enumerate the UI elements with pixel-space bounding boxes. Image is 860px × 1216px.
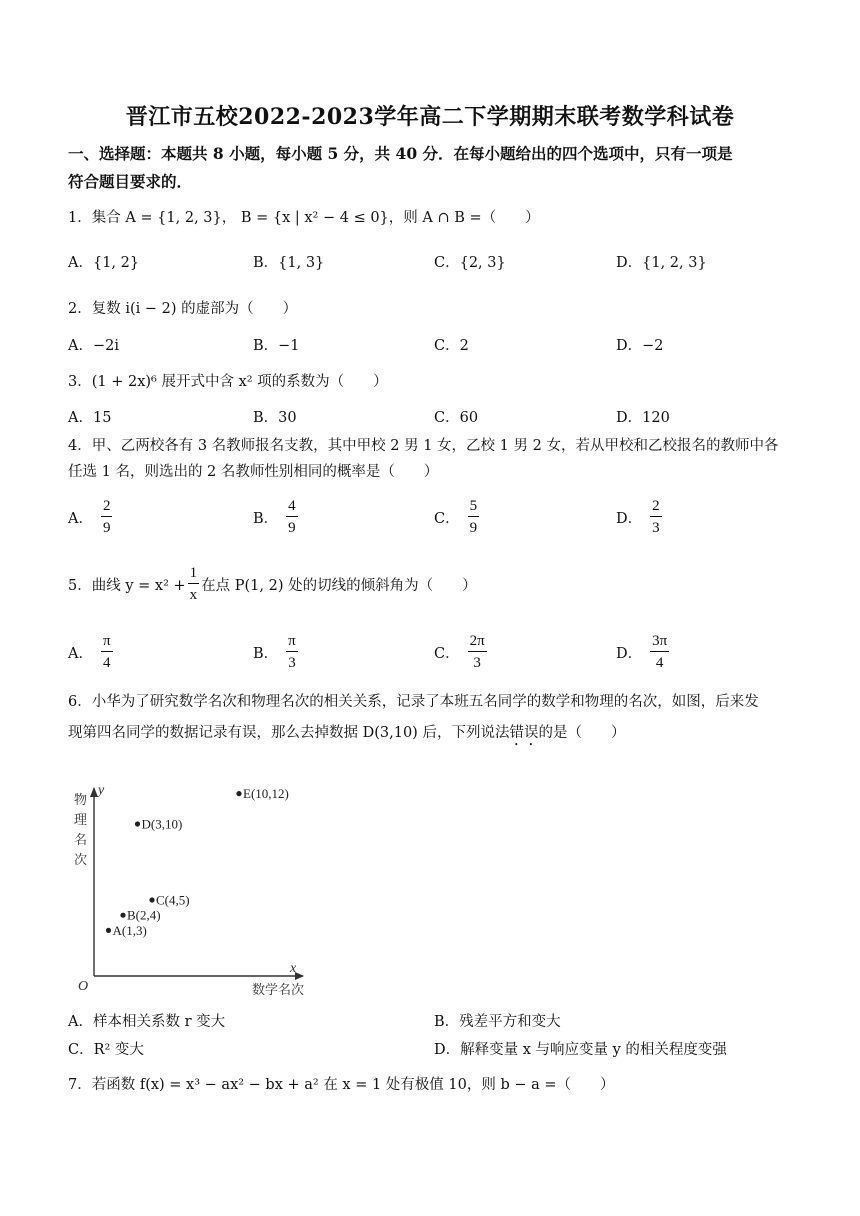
q3-option-c[interactable]: C．60 [434, 410, 479, 426]
numerator: 4 [286, 496, 298, 517]
numerator: π [286, 631, 298, 652]
q4-option-b[interactable] [253, 491, 298, 543]
q2-option-a[interactable]: A．−2i [68, 338, 119, 354]
q2-option-c[interactable]: C．2 [434, 338, 469, 354]
point-label: C(4,5) [156, 892, 190, 908]
denominator: 9 [469, 519, 478, 536]
q3-option-b[interactable]: B．30 [253, 410, 297, 426]
question-5-stem [68, 560, 477, 608]
question-4-stem-line1: 4．甲、乙两校各有 3 名教师报名支教，其中甲校 2 男 1 女，乙校 1 男 2 女，若从甲校和乙校报名的教师中各 [68, 438, 779, 454]
q4-option-a-fraction [101, 496, 113, 539]
point-label: D(3,10) [141, 816, 183, 832]
q4-option-a[interactable] [68, 491, 112, 543]
numerator: 2 [101, 496, 113, 517]
q4-option-c-letter: C． [434, 510, 460, 527]
y-axis-var: y [98, 783, 105, 798]
question-6-stem-line1: 6．小华为了研究数学名次和物理名次的相关关系，记录了本班五名同学的数学和物理的名次，如图，后来发 [68, 694, 759, 710]
question-6-options-row2 [68, 1038, 808, 1066]
numerator: 5 [468, 496, 480, 517]
question-6-stem-line2 [68, 721, 625, 749]
section-heading [68, 140, 798, 196]
q5-option-a-fraction [101, 631, 113, 674]
q4-option-c[interactable] [434, 491, 479, 543]
q5-option-b-letter: B． [253, 645, 279, 662]
q4-option-d[interactable] [616, 491, 662, 543]
x-axis-label: 数学名次 [252, 982, 305, 997]
denominator: 3 [473, 654, 481, 671]
q2-option-b[interactable]: B．−1 [253, 338, 300, 354]
denominator: 4 [655, 654, 664, 671]
figure-points [106, 786, 289, 938]
denominator: 3 [652, 519, 660, 536]
q6-stem-line2-after: 的是（ ） [538, 725, 626, 741]
q5-option-c-letter: C． [434, 645, 460, 662]
q5-option-b[interactable] [253, 626, 298, 678]
denominator: 9 [102, 519, 111, 536]
point-label: E(10,12) [243, 786, 289, 802]
q4-option-d-fraction [650, 496, 662, 539]
y-axis-label-char: 理 [74, 812, 88, 827]
q2-option-d[interactable]: D．−2 [616, 338, 664, 354]
q3-option-a[interactable]: A．15 [68, 410, 112, 426]
q6-option-d[interactable]: D．解释变量 x 与响应变量 y 的相关程度变强 [434, 1042, 727, 1058]
page-title: 晋江市五校2022-2023学年高二下学期期末联考数学科试卷 [125, 104, 735, 130]
q5-option-a[interactable] [68, 626, 113, 678]
q5-option-b-fraction [286, 631, 298, 674]
q5-option-d-fraction [650, 631, 669, 674]
q4-option-b-fraction [286, 496, 298, 539]
q4-option-d-letter: D． [616, 510, 643, 527]
origin-label: O [78, 979, 89, 994]
question-2-stem: 2．复数 i(i − 2) 的虚部为（ ） [68, 301, 298, 317]
y-axis-label-char: 次 [74, 852, 88, 867]
q1-option-b[interactable]: B．{1, 3} [253, 255, 325, 271]
numerator: 3π [650, 631, 669, 652]
data-point [106, 928, 111, 933]
data-point [135, 821, 140, 826]
question-1-options [68, 251, 808, 279]
numerator: 1 [188, 563, 200, 584]
q6-option-a[interactable]: A．样本相关系数 r 变大 [68, 1014, 226, 1030]
q6-option-b[interactable]: B．残差平方和变大 [434, 1014, 561, 1030]
scatter-figure [68, 754, 328, 1004]
q5-option-c[interactable] [434, 626, 487, 678]
q5-option-c-fraction [468, 631, 487, 674]
q6-option-c[interactable]: C．R² 变大 [68, 1042, 144, 1058]
question-4-options [68, 491, 808, 543]
data-point [120, 913, 125, 918]
figure-axes [74, 783, 304, 997]
data-point [236, 791, 241, 796]
data-point [149, 897, 154, 902]
numerator: 2π [468, 631, 487, 652]
q3-option-d[interactable]: D．120 [616, 410, 670, 426]
q5-stem-after: 在点 P(1, 2) 处的切线的倾斜角为（ ） [201, 577, 477, 594]
point-label: B(2,4) [127, 907, 161, 923]
question-6-options-row1 [68, 1010, 808, 1038]
point-label: A(1,3) [112, 922, 147, 938]
q4-option-c-fraction [468, 496, 480, 539]
x-axis-arrow [295, 972, 304, 980]
y-axis-label-char: 物 [74, 792, 88, 807]
q4-option-b-letter: B． [253, 510, 279, 527]
q5-stem-fraction [188, 563, 200, 606]
question-2-options [68, 334, 808, 362]
question-7-stem: 7．若函数 f(x) = x³ − ax² − bx + a² 在 x = 1 处有极值 10，则 b − a =（ ） [68, 1077, 615, 1093]
q4-option-a-letter: A． [68, 510, 93, 527]
denominator: 3 [288, 654, 296, 671]
denominator: 9 [288, 519, 296, 536]
q1-option-a[interactable]: A．{1, 2} [68, 255, 140, 271]
q6-stem-line2-before: 现第四名同学的数据记录有误，那么去掉数据 D(3,10) 后，下列说法 [68, 725, 510, 741]
y-axis-label-char: 名 [74, 832, 88, 847]
question-4-stem-line2: 任选 1 名，则选出的 2 名教师性别相同的概率是（ ） [68, 464, 439, 480]
numerator: π [101, 631, 113, 652]
q5-option-a-letter: A． [68, 645, 93, 662]
section-heading-line2: 符合题目要求的． [68, 172, 193, 191]
y-axis-arrow [90, 787, 98, 797]
denominator: x [189, 586, 198, 603]
q5-stem-before: 5．曲线 y = x² + [68, 577, 186, 594]
denominator: 4 [103, 654, 111, 671]
q5-option-d-letter: D． [616, 645, 643, 662]
q1-option-c[interactable]: C．{2, 3} [434, 255, 506, 271]
q5-option-d[interactable] [616, 626, 669, 678]
section-heading-line1: 一、选择题：本题共 8 小题，每小题 5 分，共 40 分．在每小题给出的四个选项中，只有一项是 [68, 144, 733, 163]
x-axis-var: x [290, 961, 297, 976]
q1-option-d[interactable]: D．{1, 2, 3} [616, 255, 707, 271]
q6-emphasis-word: 错误 [509, 725, 539, 741]
question-1-stem: 1．集合 A = {1, 2, 3}， B = {x | x² − 4 ≤ 0}，则 A ∩ B =（ ） [68, 210, 540, 226]
question-5-options [68, 626, 808, 678]
question-3-stem: 3．(1 + 2x)⁶ 展开式中含 x² 项的系数为（ ） [68, 374, 388, 390]
numerator: 2 [650, 496, 662, 517]
question-3-options [68, 406, 808, 434]
